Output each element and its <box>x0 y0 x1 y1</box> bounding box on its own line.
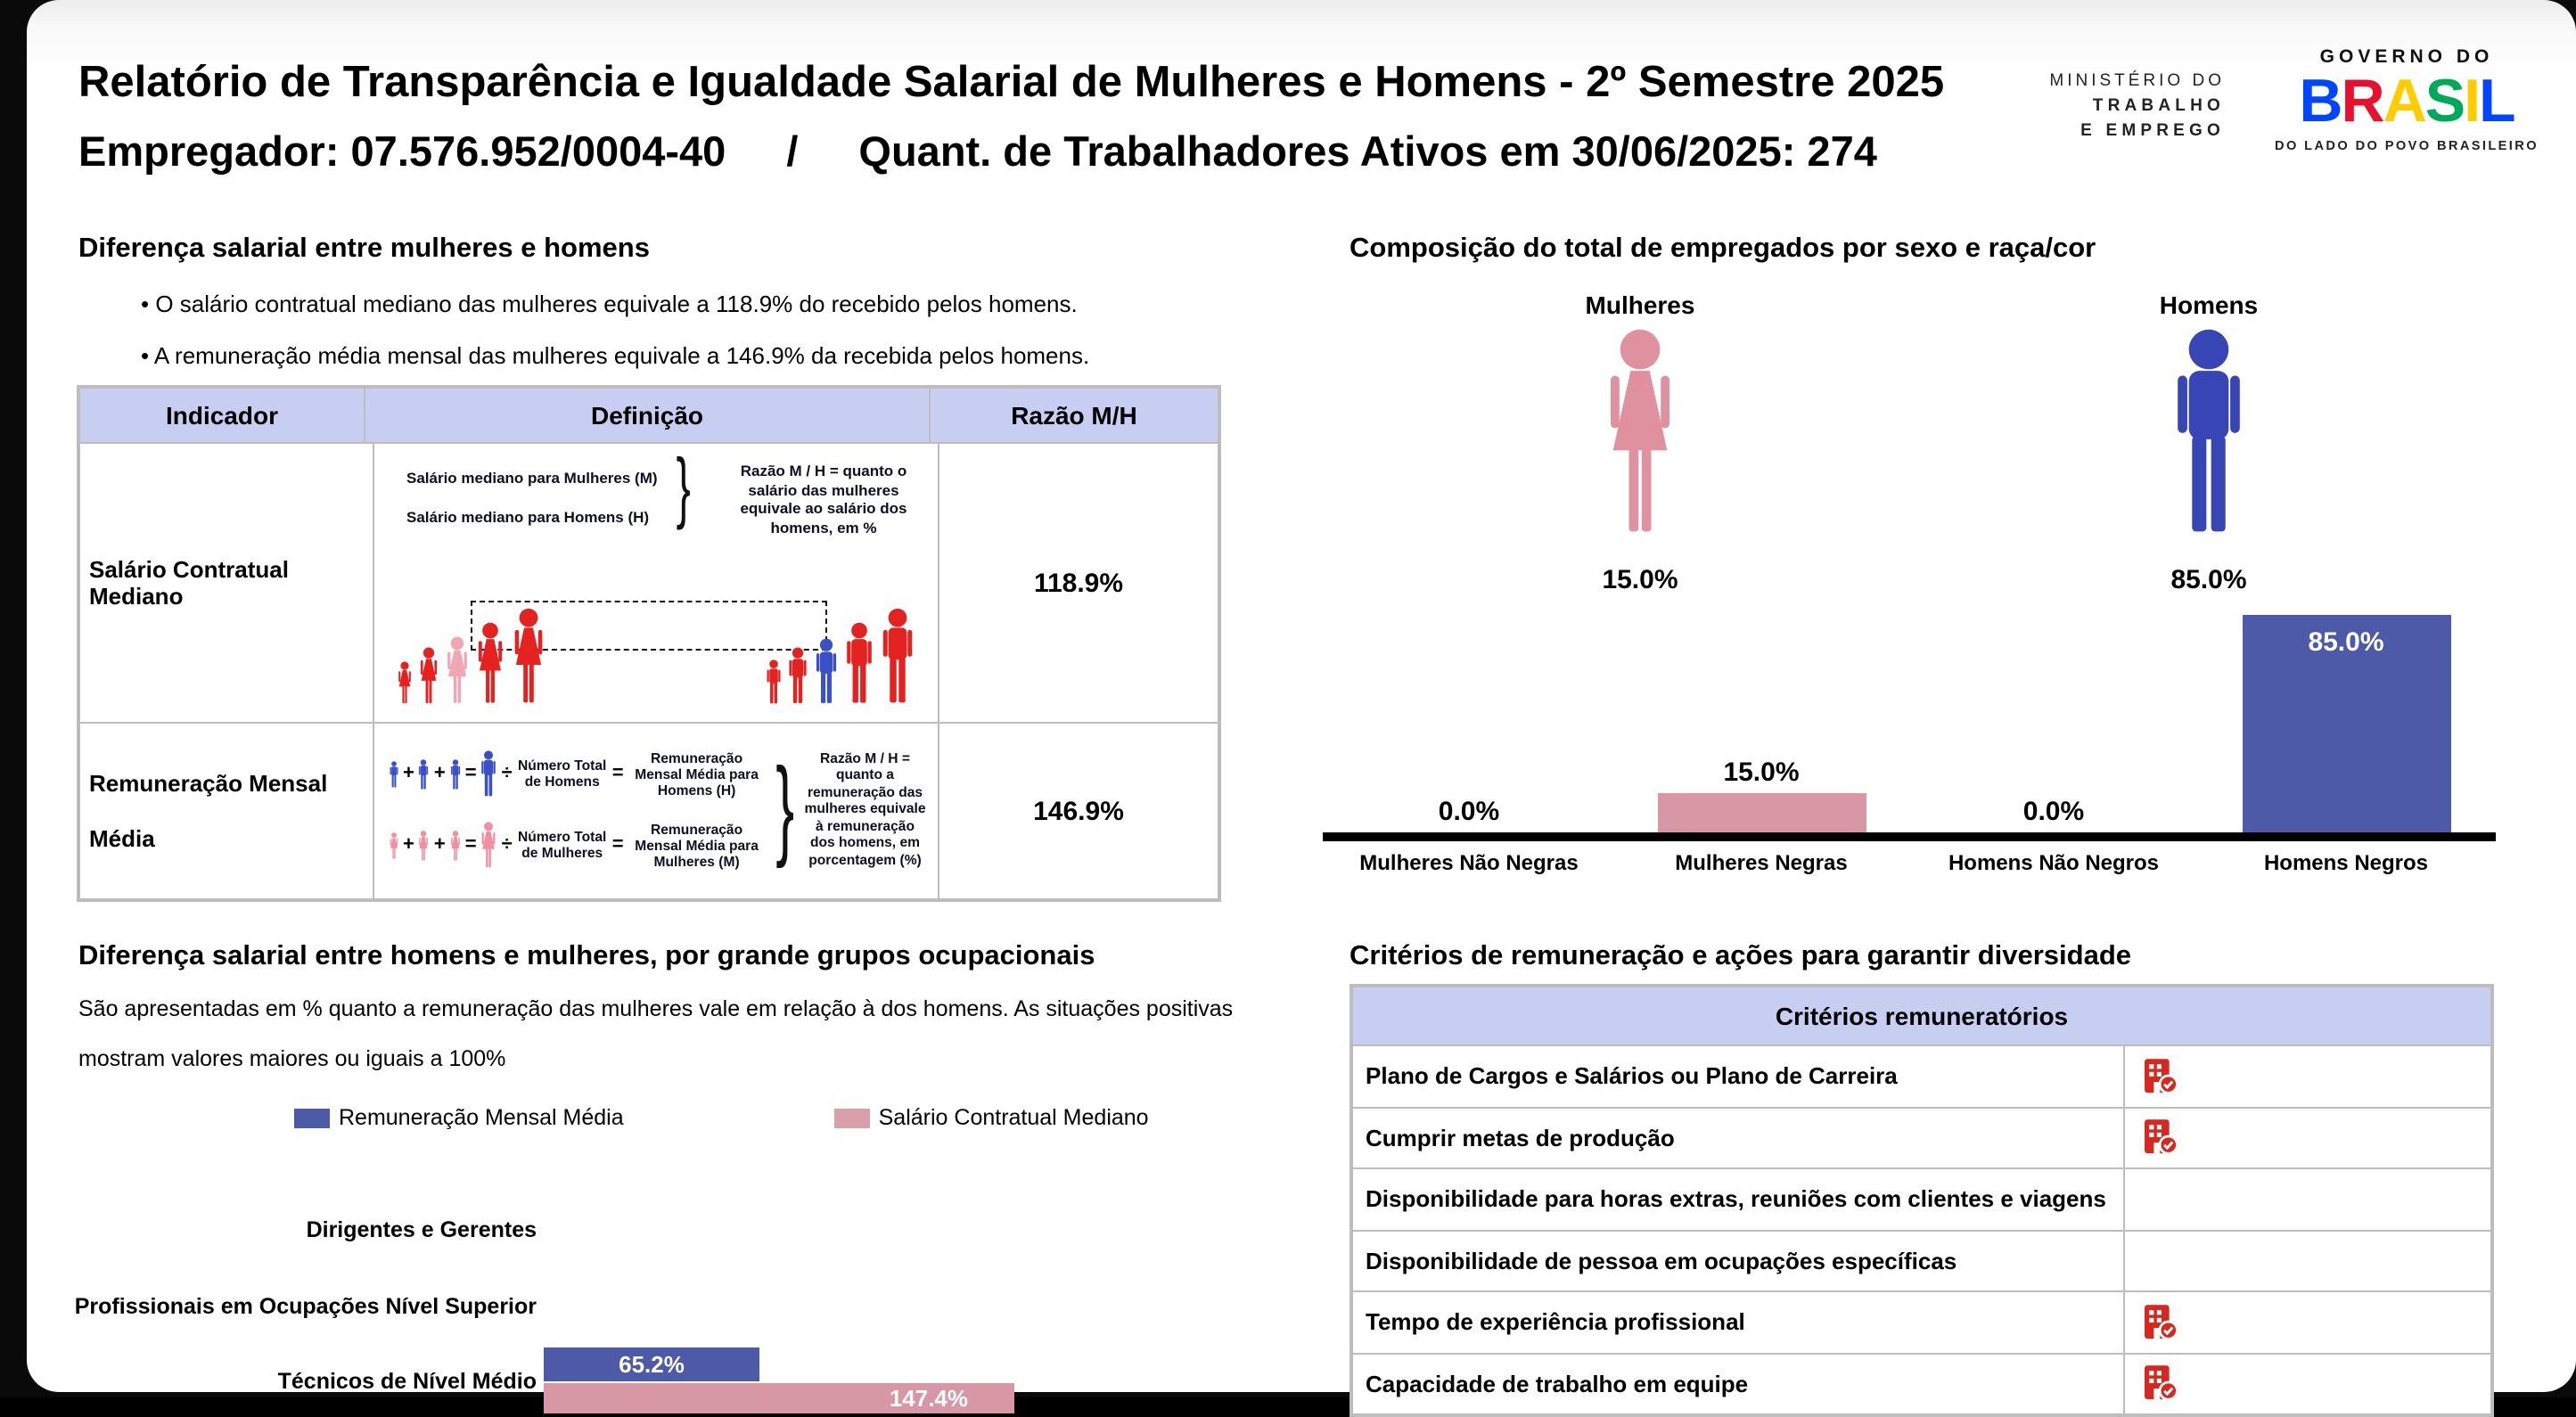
table-row <box>1353 1352 2490 1413</box>
ministry-line3: E EMPREGO <box>2080 121 2225 141</box>
salary-gap-bullet-2: • A remuneração média mensal das mulheres equivale a 146.9% da recebida pelos homens. <box>141 342 1089 369</box>
bar-value-label: 85.0% <box>2308 627 2384 658</box>
col-indicador: Indicador <box>165 401 278 430</box>
men-figure-label: Homens <box>2159 291 2259 319</box>
definition-diagram <box>373 444 938 722</box>
chart-categories <box>1323 850 2496 875</box>
legend-item <box>294 1105 624 1130</box>
bar-value-label: 147.4% <box>889 1385 968 1412</box>
criteria-check-cell <box>2125 1046 2490 1106</box>
occ-category-tecnicos: Técnicos de Nível Médio <box>277 1369 537 1394</box>
table-row <box>1353 1106 2490 1167</box>
formula-diagram <box>389 738 927 881</box>
governo-slogan: DO LADO DO POVO BRASILEIRO <box>2275 137 2539 153</box>
criteria-label: Disponibilidade de pessoa em ocupações específicas <box>1353 1231 2125 1290</box>
criteria-table-header: Critérios remuneratórios <box>1353 987 2490 1044</box>
definition-formula <box>373 724 938 898</box>
median-women-label: Salário mediano para Mulheres (M) <box>406 469 658 487</box>
women-divisor: Número Total de Mulheres <box>518 829 607 861</box>
ratio-note: Razão M / H = quanto o salário das mulheres equivale ao salário dos homens, em % <box>740 462 907 536</box>
category-label: Homens Não Negros <box>1948 850 2160 875</box>
women-figure-label: Mulheres <box>1585 291 1695 319</box>
men-percentage: 85.0% <box>2170 565 2247 595</box>
category-label: Homens Negros <box>2263 850 2429 875</box>
ministry-logo <box>2049 71 2225 141</box>
legend-item <box>834 1105 1149 1130</box>
ministry-line1: MINISTÉRIO DO <box>2049 71 2225 91</box>
criteria-label: Capacidade de trabalho em equipe <box>1353 1354 2125 1413</box>
women-percentage: 15.0% <box>1602 565 1678 595</box>
document-card <box>27 0 2576 1412</box>
table-row <box>1353 1167 2490 1229</box>
bar-group <box>1615 758 1907 832</box>
legend-swatch-blue <box>294 1108 330 1127</box>
occupational-title: Diferença salarial entre homens e mulheres, por grande grupos ocupacionais <box>78 941 1095 971</box>
bar-homens-negros <box>2242 615 2450 832</box>
ratio-value: 146.9% <box>938 724 1218 898</box>
indicator-table <box>77 385 1221 902</box>
criteria-check-cell <box>2125 1169 2490 1229</box>
occupational-desc-1: São apresentadas em % quanto a remuneração das mulheres vale em relação à dos homens. As situações positivas <box>78 996 1234 1021</box>
col-definicao: Definição <box>364 389 929 442</box>
criteria-check-cell <box>2125 1231 2490 1290</box>
composition-bar-chart <box>1323 615 2496 832</box>
table-row <box>1353 1229 2490 1290</box>
median-salary-labels <box>406 469 658 526</box>
employer-id: Empregador: 07.576.952/0004-40 <box>78 128 726 175</box>
salary-gap-bullet-1: • O salário contratual mediano das mulheres equivale a 118.9% do recebido pelos homens. <box>141 291 1078 317</box>
legend-swatch-pink <box>834 1108 870 1127</box>
men-group-icon <box>765 608 916 704</box>
page-title: Relatório de Transparência e Igualdade Salarial de Mulheres e Homens - 2º Semestre 2025 <box>78 59 1945 107</box>
governo-do-label: GOVERNO DO <box>2319 46 2494 68</box>
indicator-line1: Remuneração Mensal <box>89 770 328 797</box>
occ-category-profissionais: Profissionais em Ocupações Nível Superior <box>74 1294 537 1319</box>
indicator-line2: Média <box>89 825 155 852</box>
brace-glyph: } <box>676 444 691 531</box>
criteria-title: Critérios de remuneração e ações para garantir diversidade <box>1350 941 2131 971</box>
criteria-table <box>1350 984 2494 1417</box>
governo-brasil-logo <box>2246 46 2567 153</box>
criteria-label: Cumprir metas de produção <box>1353 1108 2125 1167</box>
table-row <box>1353 1044 2490 1106</box>
brace-glyph: } <box>775 747 794 870</box>
man-pictogram-icon <box>2168 328 2250 535</box>
occ-category-dirigentes: Dirigentes e Gerentes <box>306 1217 537 1242</box>
bar-group <box>1323 797 1615 832</box>
criteria-check-cell <box>2125 1108 2490 1167</box>
ratio-note: Razão M / H = quanto a remuneração das mulheres equivale à remuneração dos homens, em porcentagem (%) <box>804 749 926 868</box>
bar-value-label: 65.2% <box>619 1351 685 1378</box>
brasil-logo-icon: BRASIL <box>2299 68 2514 135</box>
indicator-table-header <box>80 389 1218 442</box>
criteria-label: Tempo de experiência profissional <box>1353 1292 2125 1352</box>
bar-value-label: 15.0% <box>1723 758 1800 788</box>
bar-value-label: 0.0% <box>2022 797 2085 827</box>
criteria-label: Plano de Cargos e Salários ou Plano de Carreira <box>1353 1046 2125 1106</box>
indicator-name: Salário Contratual Mediano <box>89 556 289 610</box>
women-result: Remuneração Mensal Média para Mulheres (M) <box>635 821 759 869</box>
criteria-label: Disponibilidade para horas extras, reuniões com clientes e viagens <box>1353 1169 2125 1229</box>
tecnicos-remuneracao-bar <box>544 1347 759 1381</box>
people-crowd-illustration <box>392 586 920 704</box>
company-check-icon <box>2145 1366 2178 1402</box>
col-razao: Razão M/H <box>929 389 1218 442</box>
table-row <box>80 442 1218 722</box>
women-group-icon <box>396 608 547 704</box>
tecnicos-salario-bar <box>544 1383 1014 1413</box>
woman-pictogram-icon <box>1597 328 1683 535</box>
ratio-value: 118.9% <box>938 444 1218 722</box>
chart-baseline <box>1323 832 2496 841</box>
company-check-icon <box>2145 1120 2178 1156</box>
employer-line <box>78 128 1877 176</box>
composition-title: Composição do total de empregados por sexo e raça/cor <box>1350 233 2096 264</box>
bar-group <box>1907 797 2200 832</box>
men-result: Remuneração Mensal Média para Homens (H) <box>635 749 759 798</box>
company-check-icon <box>2145 1305 2178 1340</box>
salary-gap-title: Diferença salarial entre mulheres e homens <box>78 233 650 264</box>
category-label: Mulheres Não Negras <box>1359 850 1579 875</box>
ministry-line2: TRABALHO <box>2092 96 2225 116</box>
bar-group <box>2200 615 2492 832</box>
legend-label: Salário Contratual Mediano <box>878 1105 1149 1130</box>
active-workers: Quant. de Trabalhadores Ativos em 30/06/2025: 274 <box>858 128 1877 175</box>
criteria-check-cell <box>2125 1292 2490 1352</box>
median-men-label: Salário mediano para Homens (H) <box>406 508 650 526</box>
legend-label: Remuneração Mensal Média <box>339 1105 624 1130</box>
chart-legend <box>294 1105 1149 1130</box>
bar-mulheres-negras <box>1657 793 1866 832</box>
indicator-name <box>80 724 373 898</box>
criteria-check-cell <box>2125 1354 2490 1413</box>
men-divisor: Número Total de Homens <box>518 758 607 790</box>
men-formula-row: + + = ÷ Número Total de Homens = Remuneração Mensal Média para Homens (H) <box>389 738 767 809</box>
separator: / <box>786 128 799 175</box>
category-label: Mulheres Negras <box>1675 850 1848 875</box>
bar-value-label: 0.0% <box>1438 797 1500 827</box>
women-formula-row: + + = ÷ Número Total de Mulheres = Remuneração Mensal Média para Mulheres (M) <box>389 809 767 881</box>
occupational-desc-2: mostram valores maiores ou iguais a 100% <box>78 1046 506 1071</box>
table-row <box>1353 1290 2490 1352</box>
table-row <box>80 722 1218 898</box>
company-check-icon <box>2145 1059 2178 1094</box>
